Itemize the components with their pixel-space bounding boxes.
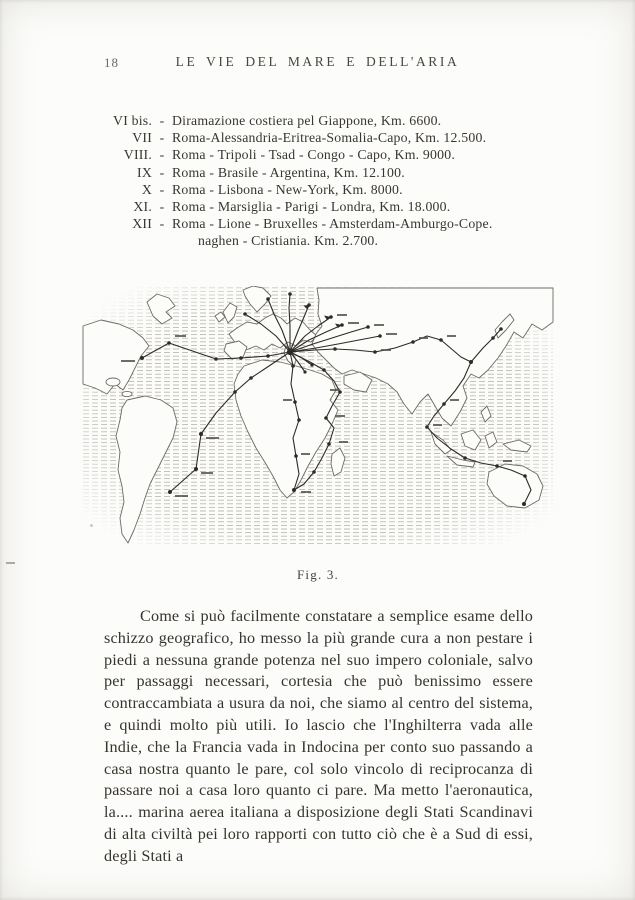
- route-numeral: X: [141, 181, 152, 197]
- route-dash: -: [159, 199, 165, 215]
- caribbean-island: [106, 378, 120, 386]
- route-text: Roma - Brasile - Argentina, Km. 12.100.: [172, 164, 405, 180]
- route-item: [104, 129, 540, 146]
- route-item: [104, 181, 540, 198]
- scan-artifact-dash: [6, 562, 15, 564]
- world-map-illustration: [82, 286, 554, 558]
- route-item-continuation: naghen - Cristiania. Km. 2.700.: [198, 233, 379, 249]
- scan-artifact-speck: [90, 524, 93, 527]
- route-numeral: VII: [132, 130, 152, 146]
- route-numeral: XII: [132, 216, 152, 232]
- route-item: [104, 215, 540, 232]
- route-numeral: IX: [137, 164, 152, 180]
- route-dash: -: [159, 147, 165, 163]
- route-dash: -: [159, 164, 165, 180]
- caribbean-island: [122, 391, 132, 396]
- route-list: [104, 112, 540, 250]
- route-item: [104, 146, 540, 163]
- route-numeral: VI bis.: [113, 113, 152, 128]
- route-text: Roma - Lisbona - New-York, Km. 8000.: [172, 181, 403, 197]
- route-text: Roma-Alessandria-Eritrea-Somalia-Capo, Km. 12.500.: [172, 130, 487, 146]
- route-text: Diramazione costiera pel Giappone, Km. 6600.: [172, 113, 442, 128]
- route-dash: -: [159, 113, 165, 128]
- route-numeral: XI.: [133, 199, 152, 215]
- route-numeral: VIII.: [123, 147, 152, 163]
- body-paragraph: Come si può facilmente constatare a semplice esame dello schizzo geografico, ho messo la più grande cura a non pestare i piedi a nessuna grande potenza nel suo impero coloniale, salvo per passaggi necessari, cortesia che può benissimo essere contraccambiata a usura da noi, che siamo al centro del sistema, e quindi molto più utili. Io lascio che l'Inghilterra vada alle Indie, che la Francia vada in Indocina per conto suo passando a casa nostra quanto le pare, col solo vincolo di reciprocanza di passare noi a casa loro quanto ci pare. Ma metto l'aeronautica, la.... marina aerea italiana a disposizione degli Stati Scandinavi di alta civiltà pei loro rapporti con tutto ciò che è a Sud di essi, degli Stati a: [104, 607, 533, 865]
- route-dash: -: [159, 216, 165, 232]
- route-item: [104, 198, 540, 215]
- page-number: 18: [104, 55, 119, 70]
- route-text: Roma - Marsiglia - Parigi - Londra, Km. 18.000.: [172, 199, 451, 215]
- route-item: [104, 112, 540, 129]
- route-item: [104, 164, 540, 181]
- figure-map: [82, 286, 554, 583]
- route-text: Roma - Lione - Bruxelles - Amsterdam-Amburgo-Cope.: [172, 216, 493, 232]
- figure-caption: Fig. 3.: [297, 567, 339, 582]
- running-title: LE VIE DEL MARE E DELL'ARIA: [175, 54, 460, 69]
- route-dash: -: [159, 181, 165, 197]
- route-text: Roma - Tripoli - Tsad - Congo - Capo, Km. 9000.: [172, 147, 455, 163]
- route-dash: -: [159, 130, 165, 146]
